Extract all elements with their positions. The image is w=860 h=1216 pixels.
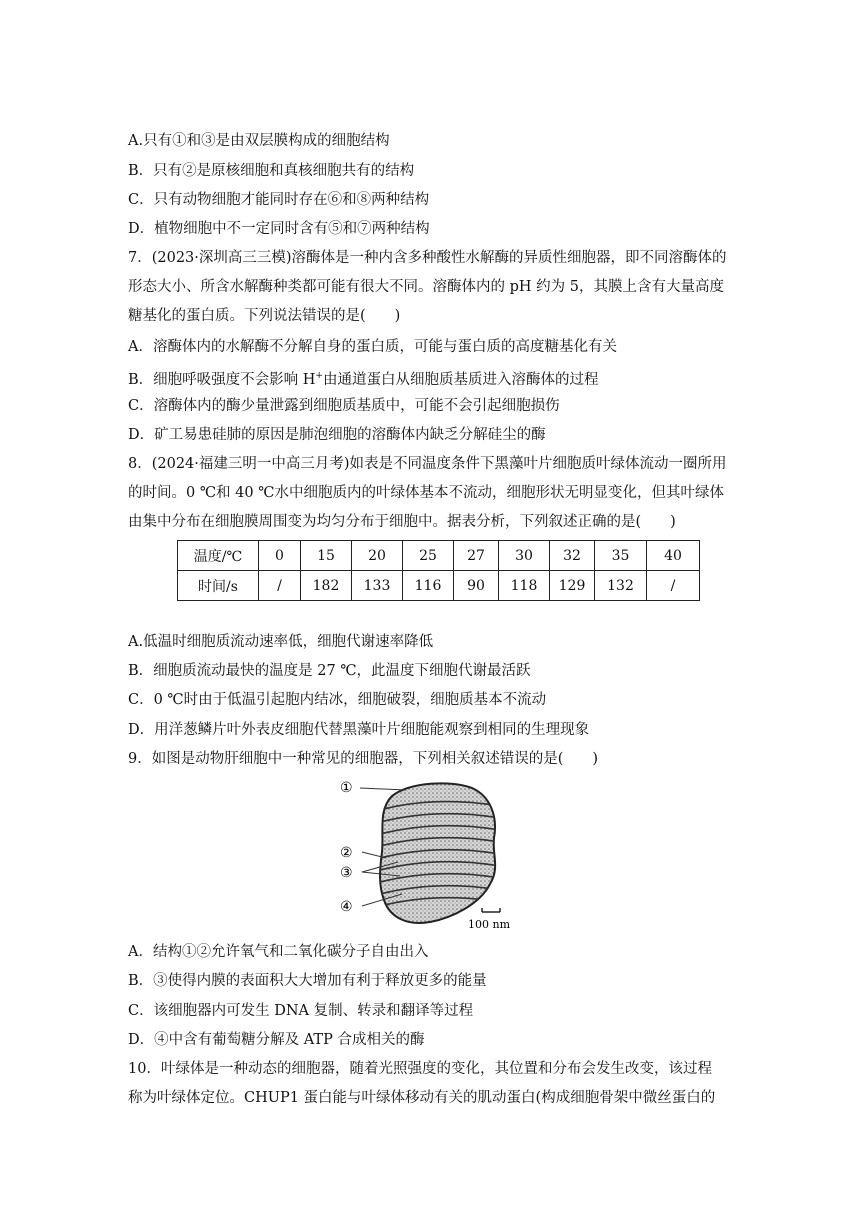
mitochondrion-figure [340, 776, 520, 934]
q7-stem-line-2: 形态大小、所含水解酶种类都可能有很大不同。溶酶体内的 pH 约为 5，其膜上含有大量高度 [128, 279, 724, 295]
table-cell: 116 [403, 571, 454, 601]
table-cell: 118 [499, 571, 550, 601]
q8-stem-line-2: 的时间。0 ℃和 40 ℃水中细胞质内的叶绿体基本不流动，细胞形状无明显变化，但其叶绿体 [128, 485, 724, 501]
q8-stem-line-3: 由集中分布在细胞膜周围变为均匀分布于细胞中。据表分析，下列叙述正确的是( ) [128, 514, 676, 530]
table-cell: 129 [550, 571, 595, 601]
table-cell: / [259, 571, 301, 601]
table-header-time: 时间/s [178, 571, 259, 601]
q9-option-b: B．③使得内膜的表面积大大增加有利于释放更多的能量 [128, 973, 487, 989]
q7-option-a: A．溶酶体内的水解酶不分解自身的蛋白质，可能与蛋白质的高度糖基化有关 [128, 339, 617, 355]
q8-stem-line-1: 8．(2024·福建三明一中高三月考)如表是不同温度条件下黑藻叶片细胞质叶绿体流动一圈所用 [128, 456, 727, 472]
q8-option-c: C．0 ℃时由于低温引起胞内结冰，细胞破裂，细胞质基本不流动 [128, 692, 547, 708]
q6-option-d: D．植物细胞中不一定同时含有⑤和⑦两种结构 [128, 221, 430, 237]
q7-option-b-head: B．细胞呼吸强度不会影响 H [128, 371, 316, 388]
q7-option-b [128, 366, 598, 390]
table-cell: 32 [550, 541, 595, 571]
table-cell: 30 [499, 541, 550, 571]
q6-option-b: B．只有②是原核细胞和真核细胞共有的结构 [128, 163, 415, 179]
table-row [178, 541, 700, 571]
q8-option-b: B．细胞质流动最快的温度是 27 ℃，此温度下细胞代谢最活跃 [128, 663, 531, 679]
table-cell: 132 [595, 571, 647, 601]
q7-option-b-sup: + [315, 371, 323, 381]
figure-label-3: ③ [340, 865, 353, 881]
q9-option-a: A．结构①②允许氧气和二氧化碳分子自由出入 [128, 944, 429, 960]
q7-option-d: D．矿工易患硅肺的原因是肺泡细胞的溶酶体内缺乏分解硅尘的酶 [128, 427, 546, 443]
table-cell: 25 [403, 541, 454, 571]
temperature-time-table [177, 540, 700, 601]
figure-label-2: ② [340, 845, 353, 861]
q8-option-d: D．用洋葱鳞片叶外表皮细胞代替黑藻叶片细胞能观察到相同的生理现象 [128, 722, 590, 738]
table-header-temp: 温度/℃ [178, 541, 259, 571]
q7-option-c: C．溶酶体内的酶少量泄露到细胞质基质中，可能不会引起细胞损伤 [128, 398, 560, 414]
table-row [178, 571, 700, 601]
table-cell: 133 [352, 571, 403, 601]
q9-option-c: C．该细胞器内可发生 DNA 复制、转录和翻译等过程 [128, 1003, 474, 1019]
q7-stem-line-1: 7．(2023·深圳高三三模)溶酶体是一种内含多种酸性水解酶的异质性细胞器，即不同溶酶体的 [128, 250, 727, 266]
figure-label-1: ① [340, 780, 353, 796]
q9-stem: 9．如图是动物肝细胞中一种常见的细胞器，下列相关叙述错误的是( ) [128, 751, 599, 767]
q7-option-b-tail: 由通道蛋白从细胞质基质进入溶酶体的过程 [322, 371, 599, 388]
q6-option-a: A.只有①和③是由双层膜构成的细胞结构 [128, 133, 390, 149]
table-cell: 182 [301, 571, 352, 601]
q6-option-c: C．只有动物细胞才能同时存在⑥和⑧两种结构 [128, 192, 430, 208]
table-cell: 15 [301, 541, 352, 571]
table-cell: 35 [595, 541, 647, 571]
q8-option-a: A.低温时细胞质流动速率低，细胞代谢速率降低 [128, 634, 434, 650]
scale-label: 100 nm [468, 918, 511, 931]
q9-option-d: D．④中含有葡萄糖分解及 ATP 合成相关的酶 [128, 1032, 425, 1048]
table-cell: / [647, 571, 700, 601]
table-cell: 27 [454, 541, 499, 571]
table-cell: 0 [259, 541, 301, 571]
table-cell: 20 [352, 541, 403, 571]
q7-stem-line-3: 糖基化的蛋白质。下列说法错误的是( ) [128, 308, 401, 324]
table-cell: 40 [647, 541, 700, 571]
table-cell: 90 [454, 571, 499, 601]
q10-stem-line-1: 10．叶绿体是一种动态的细胞器，随着光照强度的变化，其位置和分布会发生改变，该过程 [128, 1061, 712, 1077]
q10-stem-line-2: 称为叶绿体定位。CHUP1 蛋白能与叶绿体移动有关的肌动蛋白(构成细胞骨架中微丝蛋白的 [128, 1090, 716, 1106]
figure-label-4: ④ [340, 899, 353, 915]
